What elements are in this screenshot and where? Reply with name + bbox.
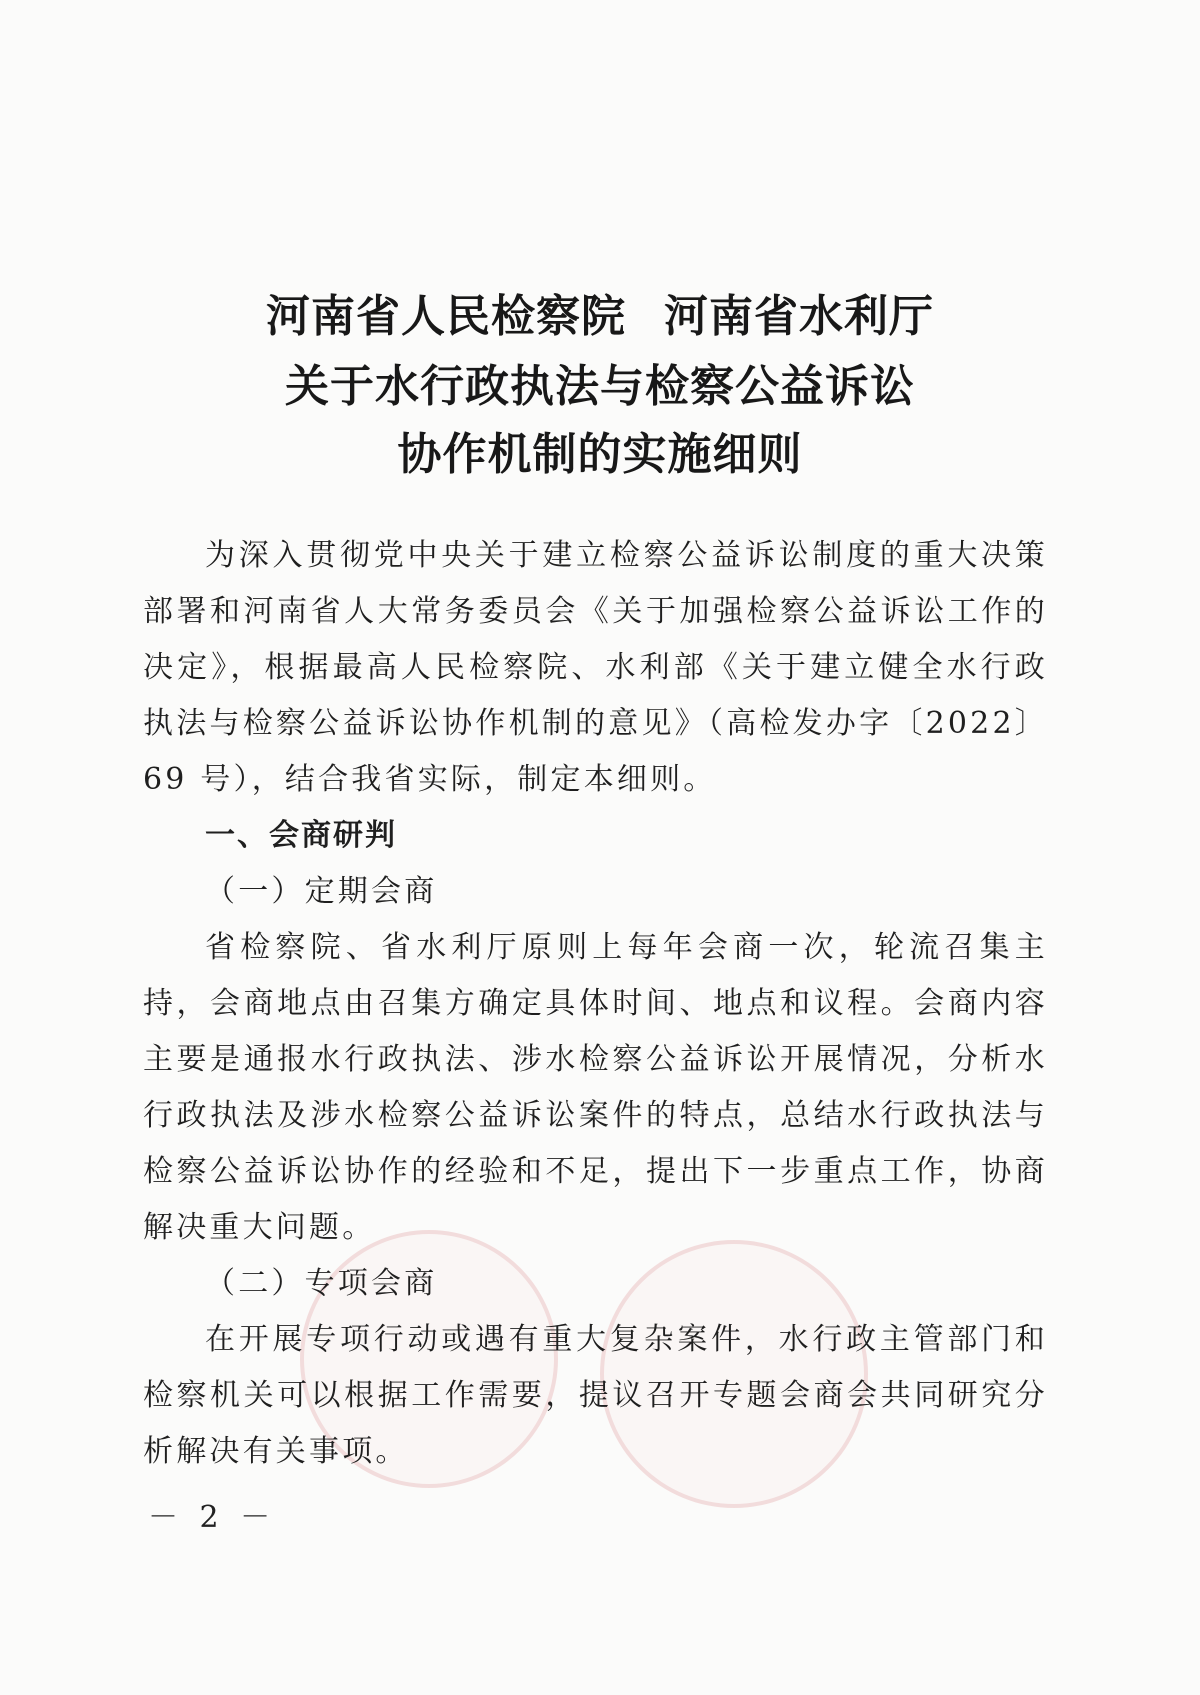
body-paragraph: 省检察院、省水利厅原则上每年会商一次，轮流召集主持，会商地点由召集方确定具体时间、地点和议程。会商内容主要是通报水行政执法、涉水检察公益诉讼开展情况，分析水行政执法及涉水检察公益诉讼案件的特点，总结水行政执法与检察公益诉讼协作的经验和不足，提出下一步重点工作，协商解决重大问题。	[143, 930, 1048, 1245]
document-body	[143, 528, 1048, 1480]
page-number: － 2 －	[148, 1500, 277, 1535]
title-issuer-procuratorate: 河南省人民检察院	[266, 291, 626, 342]
document-title-line-1	[0, 280, 1200, 344]
document-title-line-2: 关于水行政执法与检察公益诉讼	[285, 361, 915, 412]
subsection-heading: （一）定期会商	[205, 874, 438, 909]
subsection-heading: （二）专项会商	[205, 1266, 438, 1301]
section-heading: 一、会商研判	[205, 818, 397, 853]
body-paragraph: 在开展专项行动或遇有重大复杂案件，水行政主管部门和检察机关可以根据工作需要，提议召开专题会商会共同研究分析解决有关事项。	[143, 1322, 1048, 1469]
document-title-line-3: 协作机制的实施细则	[397, 429, 803, 480]
title-issuer-water-department: 河南省水利厅	[664, 291, 934, 342]
intro-paragraph: 为深入贯彻党中央关于建立检察公益诉讼制度的重大决策部署和河南省人大常务委员会《关于加强检察公益诉讼工作的决定》，根据最高人民检察院、水利部《关于建立健全水行政执法与检察公益诉讼协作机制的意见》（高检发办字〔2022〕69 号），结合我省实际，制定本细则。	[143, 538, 1048, 797]
